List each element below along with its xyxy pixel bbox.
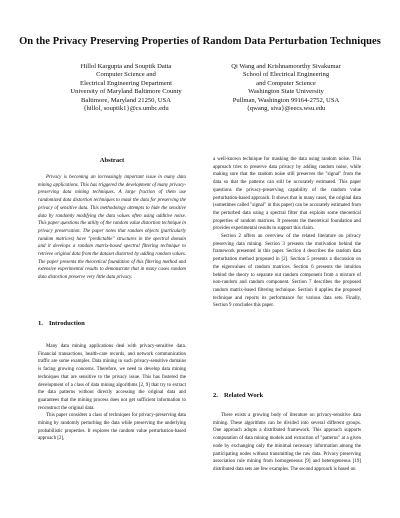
author-affiliation: School of Electrical Engineering (242, 71, 330, 79)
section-heading-related-work (213, 392, 263, 399)
author-affiliation: and Computer Science (256, 79, 316, 87)
paper-title: On the Privacy Preserving Properties of Random Data Perturbation Techniques (19, 36, 381, 47)
author-names: Qi Wang and Krishnamoorthy Sivakumar (231, 63, 341, 70)
related-work-body (213, 412, 361, 474)
author-affiliation: University of Maryland Baltimore County (70, 88, 182, 96)
author-block-right (206, 63, 366, 113)
right-column-body (213, 156, 361, 310)
section-number: 2. (213, 392, 218, 399)
author-email: {qwang, siva}@eecs.wsu.edu (246, 105, 326, 113)
body-paragraph: Many data mining applications deal with privacy-sensitive data. Financial transactions, health-care records, and network communication traffic are some examples. Data mining in such privacy-sensitive domains is facing growing concerns. Therefore, we need to develop data mining techniques that are sensitive to the privacy issue. This has fostered the development of a class of data mining algorithms [2, 9] that try to extract the data patterns without directly accessing the original data and guarantees that the mining process does not get sufficient information to reconstruct the original data. (38, 344, 186, 411)
abstract-text (38, 174, 186, 282)
body-paragraph: a well-known technique for masking the data using random noise. This approach tries to preserve data privacy by adding random noise, while making sure that the random noise still preserves the "signal" from the data so that the patterns can still be accurately estimated. This paper questions the privacy-preserving capability of the random value perturbation-based approach. It shows that in many cases, the original data (sometimes called "signal" in this paper) can be accurately estimated from the perturbed data using a spectral filter that exploits some theoretical properties of random matrices. It presents the theoretical foundation and provides experimental results to support this claim. (213, 157, 361, 232)
section-heading-introduction (38, 320, 85, 327)
body-paragraph: Section 2 offers an overview of the related literature on privacy preserving data mining. Section 3 presents the motivation behind the framework presented in this paper. Section 4 describes the random data perturbation method proposed in [2]. Section 5 presents a discussion on the eigenvalues of random matrices. Section 6 presents the intuition behind the theory to separate out random component from a mixture of non-random and random component. Section 7 describes the proposed random matrix-based filtering technique. Section 8 applies the proposed technique and reports its performance for various data sets. Finally, Section 9 concludes this paper. (213, 234, 361, 309)
author-address: Baltimore, Maryland 21250, USA (81, 96, 171, 104)
section-title: Related Work (223, 392, 264, 399)
author-address: Pullman, Washington 99164-2752, USA (232, 96, 340, 104)
introduction-body (38, 343, 186, 443)
author-affiliation: Electrical Engineering Department (80, 79, 172, 87)
section-number: 1. (38, 320, 43, 327)
author-block-left (52, 63, 200, 113)
body-paragraph: This paper considers a class of techniques for privacy-preserving data mining by randomly perturbing the data while preserving the underlying probabilistic properties. It explores the random value perturbation-based approach [2], (38, 413, 186, 442)
author-email: {hillol, souptik1}@cs.umbc.edu (83, 105, 169, 113)
author-names: Hillol Kargupta and Souptik Datta (80, 63, 172, 70)
body-paragraph: There exists a growing body of literature on privacy-sensitive data mining. These algorithms can be divided into several different groups. One approach adopts a distributed framework. This approach supports computation of data mining models and extraction of "patterns" at a given node by exchanging only the minimal necessary information among the participating nodes without transmitting the raw data. Privacy preserving association rule mining from homogeneous [9] and heterogeneous [19] distributed data sets are few examples. The second approach is based on (213, 413, 361, 472)
author-affiliation: Computer Science and (96, 71, 156, 79)
abstract-heading: Abstract (99, 157, 125, 164)
section-title: Introduction (48, 320, 85, 327)
abstract-paragraph: Privacy is becoming an increasingly important issue in many data mining applications. This has triggered the development of many privacy-preserving data mining techniques. A large fraction of them use randomized data distortion techniques to mask the data for preserving the privacy of sensitive data. This methodology attempts to hide the sensitive data by randomly modifying the data values often using additive noise. This paper questions the utility of the random value distortion technique in privacy preservation. The paper notes that random objects (particularly random matrices) have "predictable" structures in the spectral domain and it develops a random matrix-based spectral filtering technique to retrieve original data from the dataset distorted by adding random values. The paper presents the theoretical foundation of this filtering method and extensive experimental results to demonstrate that in many cases random data distortion preserve very little data privacy. (38, 175, 186, 281)
author-affiliation: Washington State University (248, 88, 324, 96)
